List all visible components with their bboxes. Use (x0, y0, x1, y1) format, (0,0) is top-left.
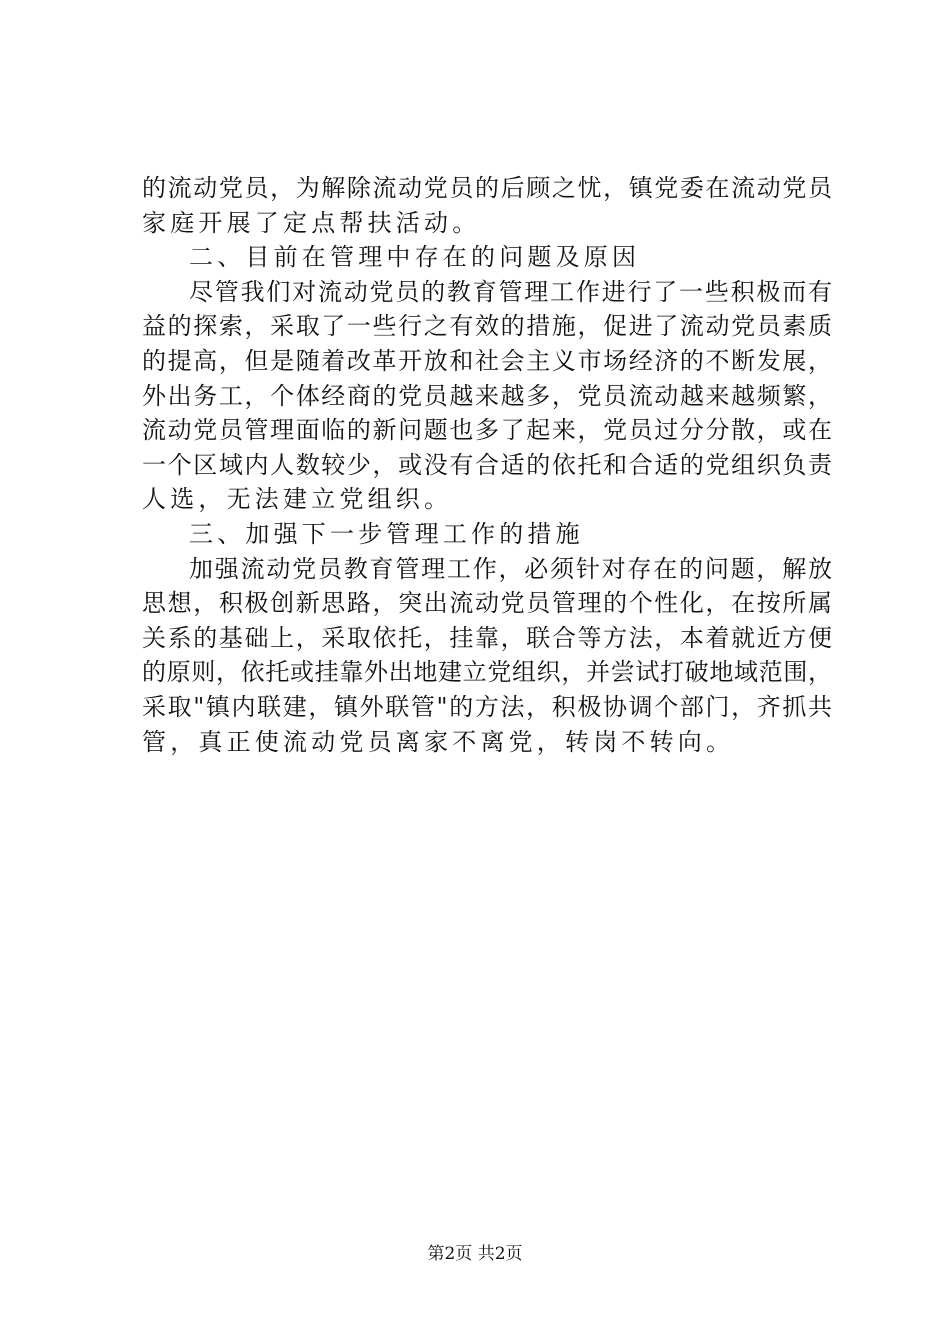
text-line: 的流动党员，为解除流动党员的后顾之忧，镇党委在流动党员 (142, 174, 832, 202)
text-line: 思想，积极创新思路，突出流动党员管理的个性化，在按所属 (142, 589, 832, 618)
text-line: 外出务工，个体经商的党员越来越多，党员流动越来越频繁， (142, 381, 832, 410)
section-heading: 二、目前在管理中存在的问题及原因 (189, 243, 641, 272)
text-line: 家庭开展了定点帮扶活动。 (142, 208, 481, 237)
text-line: 尽管我们对流动党员的教育管理工作进行了一些积极而有 (189, 277, 832, 306)
text-line: 一个区域内人数较少，或没有合适的依托和合适的党组织负责 (142, 450, 832, 479)
text-line: 益的探索，采取了一些行之有效的措施，促进了流动党员素质 (142, 312, 832, 341)
text-line: 加强流动党员教育管理工作，必须针对存在的问题，解放 (189, 554, 832, 583)
text-line: 流动党员管理面临的新问题也多了起来，党员过分分散，或在 (142, 416, 832, 445)
text-line: 的原则，依托或挂靠外出地建立党组织，并尝试打破地域范围， (142, 658, 832, 687)
text-line: 人选，无法建立党组织。 (142, 485, 453, 514)
page-number: 第2页 共2页 (427, 1244, 523, 1264)
section-heading: 三、加强下一步管理工作的措施 (189, 519, 584, 548)
text-line: 关系的基础上，采取依托，挂靠，联合等方法，本着就近方便 (142, 623, 832, 652)
page-footer (0, 1242, 950, 1266)
text-line: 管，真正使流动党员离家不离党，转岗不转向。 (142, 727, 735, 756)
document-body (142, 171, 832, 759)
text-line: 的提高，但是随着改革开放和社会主义市场经济的不断发展， (142, 346, 832, 375)
text-line: 采取"镇内联建，镇外联管"的方法，积极协调个部门，齐抓共 (142, 692, 832, 721)
